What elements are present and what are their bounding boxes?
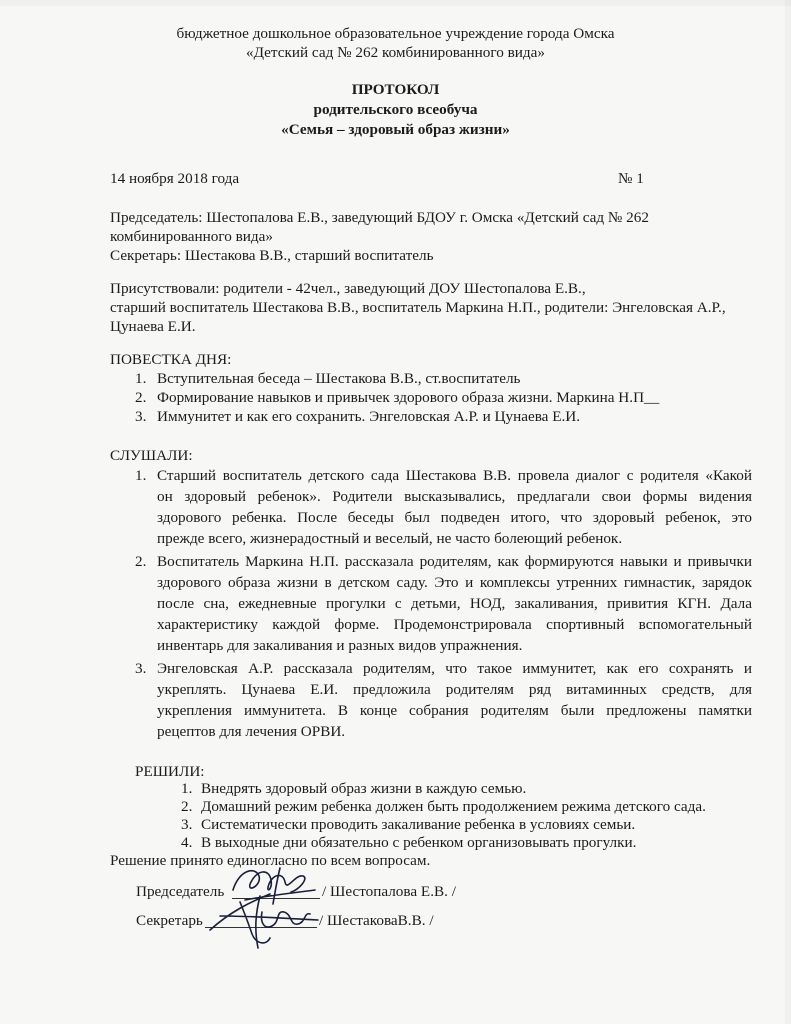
decided-item-number: 2. <box>181 798 193 815</box>
decided-item-number: 1. <box>181 780 193 797</box>
listened-item-2-line: здорового образа жизни в детском саду. Это и комплексы утренних гимнастик, зарядок <box>157 574 752 591</box>
secretary-signature-label: Секретарь <box>136 912 203 929</box>
org-name-line-1: бюджетное дошкольное образовательное учреждение города Омска <box>176 25 615 42</box>
decided-heading: РЕШИЛИ: <box>135 763 205 780</box>
listened-item-3-line: рецептов для лечения ОРВИ. <box>157 723 346 740</box>
present-line-3: Цунаева Е.И. <box>110 318 196 335</box>
secretary-signature-icon <box>200 882 330 952</box>
listened-item-1-line: прежде всего, жизнерадостный и веселый, не часто болеющий ребенок. <box>157 530 623 547</box>
present-line-2: старший воспитатель Шестакова В.В., воспитатель Маркина Н.П., родители: Энгеловская А.Р., <box>110 299 726 316</box>
listened-item-2-line: характеристику каждой форме. Продемонстрировала спортивный вспомогательный <box>157 616 752 633</box>
agenda-item-number: 2. <box>135 389 147 406</box>
listened-item-1-line: здорового ребенка. После беседы был подведен итого, что здоровый ребенок, это <box>157 509 752 526</box>
chair-signature-name: / Шестопалова Е.В. / <box>322 883 456 900</box>
document-subtitle-2: «Семья – здоровый образ жизни» <box>281 121 510 138</box>
protocol-date: 14 ноября 2018 года <box>110 170 240 187</box>
org-name-line-2: «Детский сад № 262 комбинированного вида» <box>246 44 545 61</box>
listened-item-2-line: инвентарь для закаливания и разных видов упражнения. <box>157 637 523 654</box>
listened-item-3-line: укреплять. Цунаева Е.И. предложила родителям ряд витаминных средств, для <box>157 681 752 698</box>
listened-item-1-line: он здоровый ребенок». Родители высказывались, предлагали свои формы видения <box>157 488 752 505</box>
decided-item-number: 4. <box>181 834 193 851</box>
listened-item-2-line: после сна, ежедневные прогулки с детьми, НОД, закаливания, привития КГН. Дала <box>157 595 752 612</box>
chair-line-2: комбинированного вида» <box>110 228 273 245</box>
agenda-item-number: 3. <box>135 408 147 425</box>
listened-item-1-line: Старший воспитатель детского сада Шестакова В.В. провела диалог с родителя «Какой <box>157 467 752 484</box>
secretary-line: Секретарь: Шестакова В.В., старший воспитатель <box>110 247 434 264</box>
document-subtitle-1: родительского всеобуча <box>313 101 478 118</box>
agenda-item-number: 1. <box>135 370 147 387</box>
chair-signature-label: Председатель <box>136 883 225 900</box>
decided-item: Внедрять здоровый образ жизни в каждую семью. <box>201 780 527 797</box>
listened-item-number: 2. <box>135 553 147 570</box>
present-line-1: Присутствовали: родители - 42чел., заведующий ДОУ Шестопалова Е.В., <box>110 280 586 297</box>
agenda-item: Иммунитет и как его сохранить. Энгеловская А.Р. и Цунаева Е.И. <box>157 408 581 425</box>
listened-item-3-line: укрепления иммунитета. В конце собрания родителям были предложены памятки <box>157 702 752 719</box>
listened-item-2-line: Воспитатель Маркина Н.П. рассказала родителям, как формируются навыки и привычки <box>157 553 752 570</box>
chair-line-1: Председатель: Шестопалова Е.В., заведующий БДОУ г. Омска «Детский сад № 262 <box>110 209 649 226</box>
listened-heading: СЛУШАЛИ: <box>110 447 193 464</box>
decided-item-number: 3. <box>181 816 193 833</box>
decided-item: В выходные дни обязательно с ребенком организовывать прогулки. <box>201 834 637 851</box>
secretary-signature-name: / ШестаковаВ.В. / <box>319 912 434 929</box>
listened-item-number: 3. <box>135 660 147 677</box>
agenda-item: Вступительная беседа – Шестакова В.В., ст.воспитатель <box>157 370 521 387</box>
agenda-heading: ПОВЕСТКА ДНЯ: <box>110 351 232 368</box>
agenda-item: Формирование навыков и привычек здорового образа жизни. Маркина Н.П__ <box>157 389 660 406</box>
unanimous-decision: Решение принято единогласно по всем вопросам. <box>110 852 431 869</box>
listened-item-3-line: Энгеловская А.Р. рассказала родителям, что такое иммунитет, как его сохранять и <box>157 660 752 677</box>
document-title: ПРОТОКОЛ <box>351 81 440 98</box>
protocol-number: № 1 <box>618 170 644 187</box>
decided-item: Систематически проводить закаливание ребенка в условиях семьи. <box>201 816 636 833</box>
listened-item-number: 1. <box>135 467 147 484</box>
decided-item: Домашний режим ребенка должен быть продолжением режима детского сада. <box>201 798 706 815</box>
